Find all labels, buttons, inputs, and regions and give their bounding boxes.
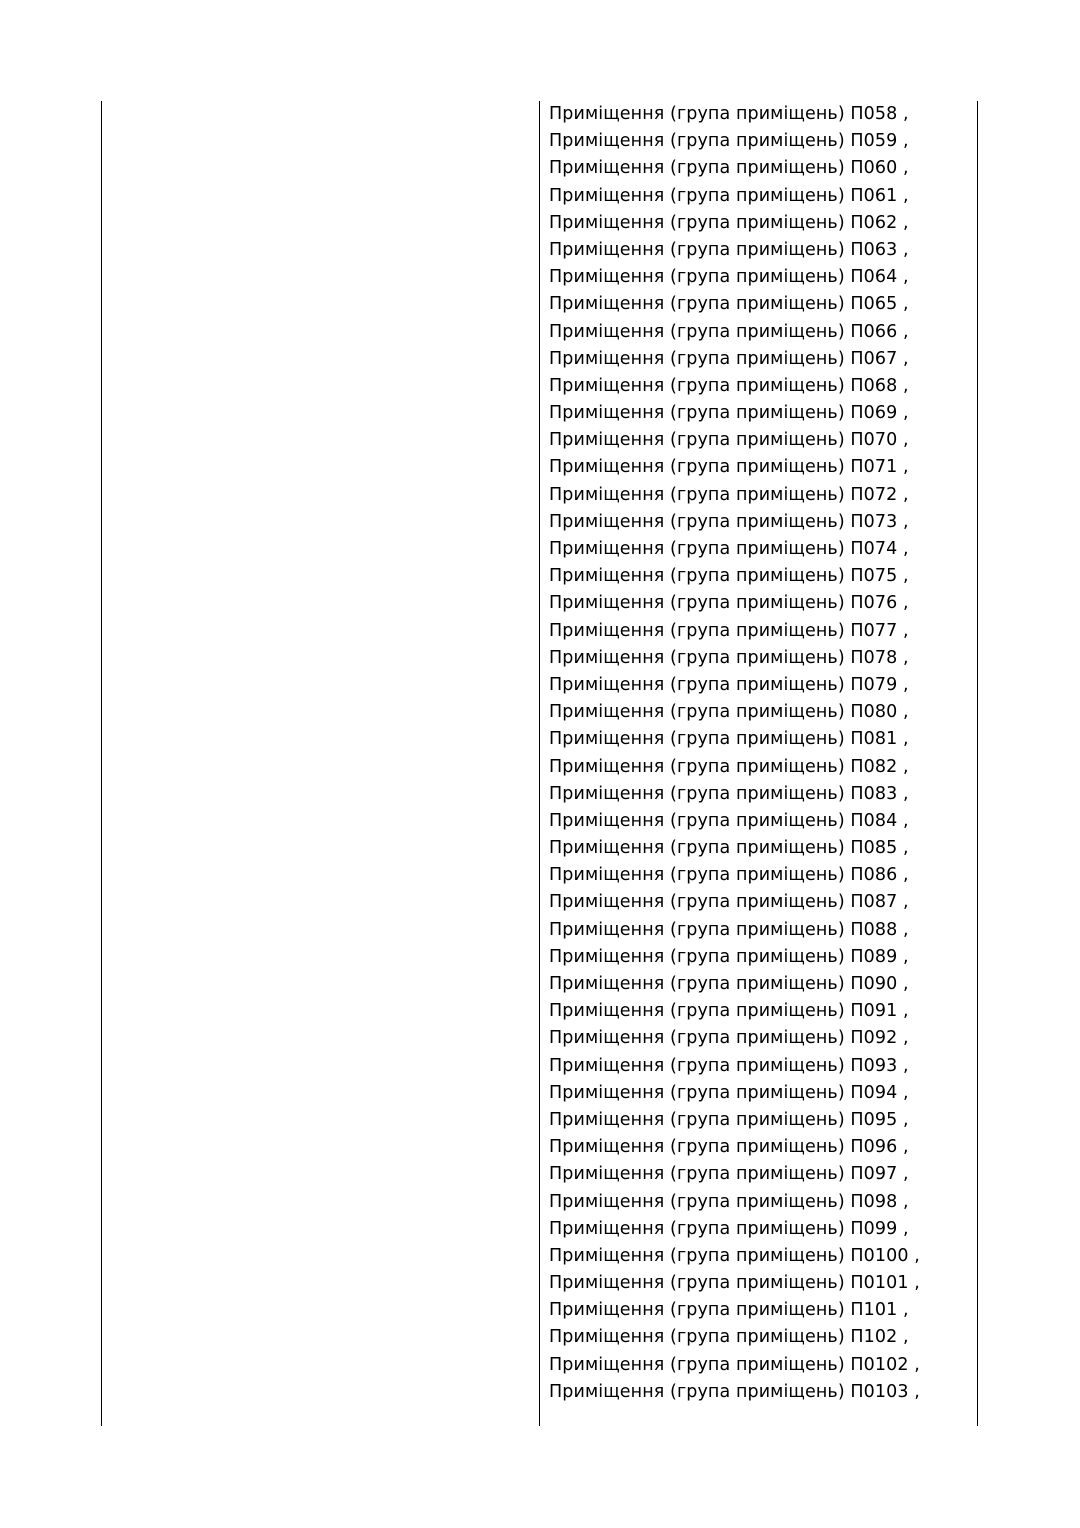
room-list-item: Приміщення (група приміщень) П080 , (549, 702, 909, 723)
room-list-item: Приміщення (група приміщень) П065 , (549, 294, 909, 315)
room-list-item: Приміщення (група приміщень) П083 , (549, 783, 909, 804)
room-list-item: Приміщення (група приміщень) П068 , (549, 375, 909, 396)
room-list-item: Приміщення (група приміщень) П079 , (549, 674, 909, 695)
room-list-item: Приміщення (група приміщень) П0102 , (549, 1354, 920, 1375)
room-list-item: Приміщення (група приміщень) П089 , (549, 946, 909, 967)
room-list-item: Приміщення (група приміщень) П096 , (549, 1137, 909, 1158)
room-list-item: Приміщення (група приміщень) П102 , (549, 1327, 909, 1348)
room-list-item: Приміщення (група приміщень) П087 , (549, 892, 909, 913)
room-list-item: Приміщення (група приміщень) П064 , (549, 267, 909, 288)
room-list-item: Приміщення (група приміщень) П0101 , (549, 1273, 920, 1294)
table-column-divider (539, 101, 540, 1426)
room-list-item: Приміщення (група приміщень) П090 , (549, 974, 909, 994)
room-list-item: Приміщення (група приміщень) П069 , (549, 403, 909, 424)
room-list-item: Приміщення (група приміщень) П071 , (549, 457, 909, 478)
room-list-item: Приміщення (група приміщень) П070 , (549, 430, 909, 451)
room-list-item: Приміщення (група приміщень) П082 , (549, 756, 909, 777)
room-list-item: Приміщення (група приміщень) П091 , (549, 1001, 909, 1022)
room-list-item: Приміщення (група приміщень) П063 , (549, 239, 909, 260)
room-list-item: Приміщення (група приміщень) П086 , (549, 865, 909, 886)
room-list-item: Приміщення (група приміщень) П098 , (549, 1191, 909, 1212)
room-list-item: Приміщення (група приміщень) П074 , (549, 539, 909, 559)
room-list-item: Приміщення (група приміщень) П062 , (549, 212, 909, 233)
room-list-item: Приміщення (група приміщень) П092 , (549, 1028, 909, 1049)
room-list-item: Приміщення (група приміщень) П077 , (549, 620, 909, 641)
room-list-item: Приміщення (група приміщень) П084 , (549, 810, 909, 831)
room-list-item: Приміщення (група приміщень) П076 , (549, 593, 909, 614)
room-list-item: Приміщення (група приміщень) П066 , (549, 321, 909, 342)
room-list-item: Приміщення (група приміщень) П060 , (549, 158, 909, 179)
room-list-item: Приміщення (група приміщень) П067 , (549, 348, 909, 369)
room-list-item: Приміщення (група приміщень) П061 , (549, 185, 909, 206)
room-list-item: Приміщення (група приміщень) П099 , (549, 1218, 909, 1239)
room-list-item: Приміщення (група приміщень) П085 , (549, 838, 909, 859)
room-list-item: Приміщення (група приміщень) П101 , (549, 1300, 909, 1321)
room-list-item: Приміщення (група приміщень) П0103 , (549, 1381, 920, 1402)
room-list-item: Приміщення (група приміщень) П058 , (549, 104, 909, 124)
room-list-item: Приміщення (група приміщень) П095 , (549, 1109, 909, 1130)
room-list-item: Приміщення (група приміщень) П059 , (549, 131, 909, 152)
room-list-item: Приміщення (група приміщень) П081 , (549, 729, 909, 750)
room-list-item: Приміщення (група приміщень) П088 , (549, 919, 909, 940)
room-list-item: Приміщення (група приміщень) П093 , (549, 1055, 909, 1076)
table-border-right (977, 101, 978, 1426)
room-list-item: Приміщення (група приміщень) П072 , (549, 484, 909, 505)
room-list-item: Приміщення (група приміщень) П097 , (549, 1164, 909, 1185)
table-border-left (101, 101, 102, 1426)
room-list-item: Приміщення (група приміщень) П094 , (549, 1082, 909, 1103)
room-list-item: Приміщення (група приміщень) П0100 , (549, 1245, 920, 1266)
room-list-item: Приміщення (група приміщень) П075 , (549, 566, 909, 587)
room-list-item: Приміщення (група приміщень) П073 , (549, 511, 909, 532)
room-list (549, 101, 969, 1406)
room-list-item: Приміщення (група приміщень) П078 , (549, 647, 909, 668)
